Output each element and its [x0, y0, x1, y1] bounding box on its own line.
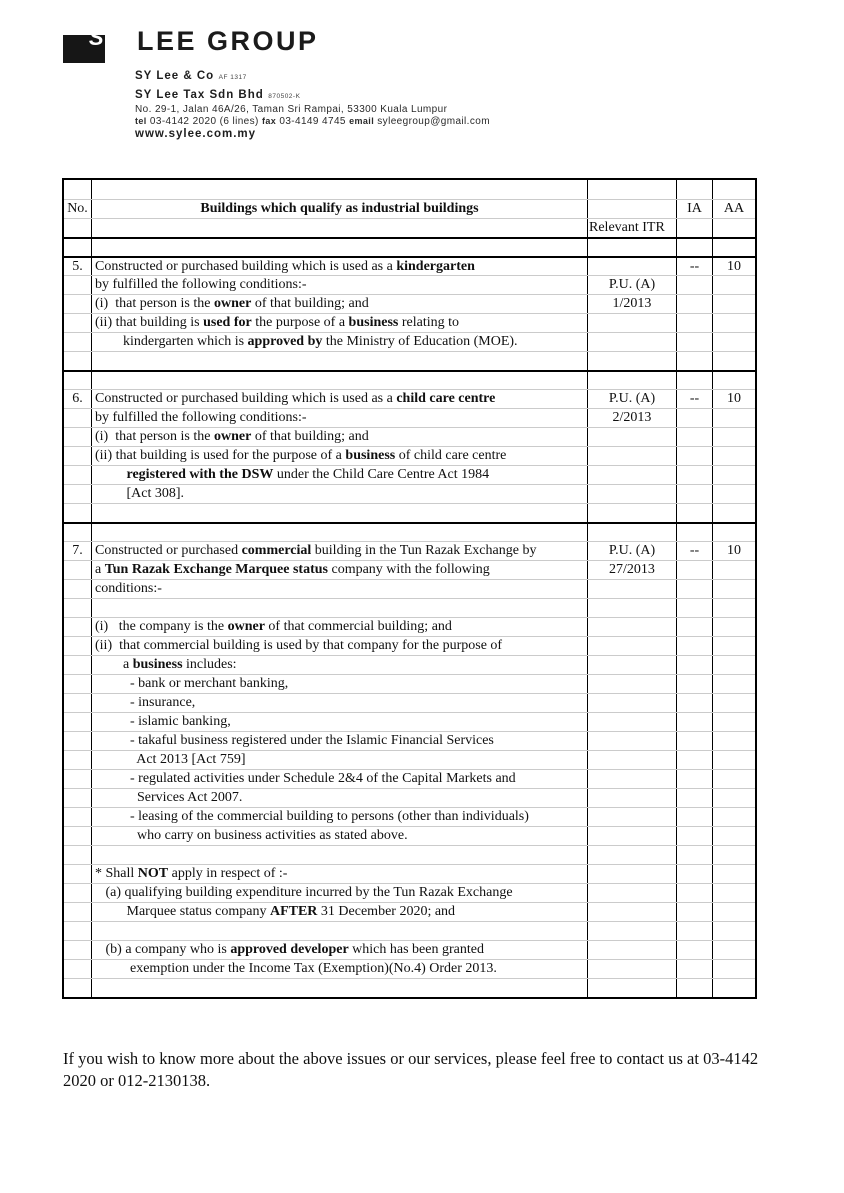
- cell-ia: [677, 751, 713, 769]
- cell-aa: [713, 865, 755, 883]
- cell-description: - leasing of the commercial building to persons (other than individuals): [92, 808, 588, 826]
- cell-no: 7.: [64, 542, 92, 560]
- cell-description: [92, 372, 588, 389]
- table-row: [64, 484, 755, 503]
- cell-aa: [713, 561, 755, 579]
- cell-relevant-itr: [588, 941, 677, 959]
- cell-ia: [677, 295, 713, 313]
- cell-aa: [713, 314, 755, 332]
- cell-relevant-itr: [588, 618, 677, 636]
- table-row: [64, 807, 755, 826]
- table-row: [64, 978, 755, 997]
- table-row: [64, 693, 755, 712]
- cell-no: [64, 524, 92, 541]
- cell-aa: [713, 352, 755, 370]
- cell-ia: [677, 504, 713, 522]
- cell-description: Act 2013 [Act 759]: [92, 751, 588, 769]
- cell-aa: [713, 751, 755, 769]
- cell-ia: --: [677, 390, 713, 408]
- cell-ia: [677, 884, 713, 902]
- cell-relevant-itr: [588, 884, 677, 902]
- table-row: [64, 845, 755, 864]
- cell-ia: --: [677, 542, 713, 560]
- cell-aa: [713, 580, 755, 598]
- cell-ia: [677, 409, 713, 427]
- cell-no: [64, 599, 92, 617]
- cell-relevant-itr: P.U. (A): [588, 542, 677, 560]
- cell-relevant-itr: [588, 713, 677, 731]
- cell-description: by fulfilled the following conditions:-: [92, 276, 588, 294]
- cell-aa: [713, 409, 755, 427]
- cell-aa: AA: [723, 201, 745, 216]
- cell-ia: [677, 827, 713, 845]
- firm1-reg: AF 1317: [218, 74, 247, 81]
- cell-aa: [713, 447, 755, 465]
- table-row: [64, 655, 755, 674]
- cell-relevant-itr: [588, 865, 677, 883]
- cell-no: [64, 352, 92, 370]
- cell-no: [64, 504, 92, 522]
- cell-aa: [713, 599, 755, 617]
- cell-relevant-itr: [588, 751, 677, 769]
- cell-ia: [677, 466, 713, 484]
- cell-ia: [677, 524, 713, 541]
- cell-relevant-itr: [588, 846, 677, 864]
- cell-ia: [677, 903, 713, 921]
- cell-aa: [713, 656, 755, 674]
- cell-aa: [713, 827, 755, 845]
- cell-description: (ii) that building is used for the purpose of a business relating to: [92, 314, 588, 332]
- cell-ia: [677, 447, 713, 465]
- cell-aa: [713, 903, 755, 921]
- cell-description: a Tun Razak Exchange Marquee status company with the following: [92, 561, 588, 579]
- website-line: www.sylee.com.my: [135, 128, 257, 140]
- cell-relevant-itr: [588, 580, 677, 598]
- cell-aa: [713, 428, 755, 446]
- cell-description: [92, 979, 588, 997]
- cell-description: * Shall NOT apply in respect of :-: [92, 865, 588, 883]
- cell-ia: [677, 333, 713, 351]
- cell-description: - regulated activities under Schedule 2&4 of the Capital Markets and: [92, 770, 588, 788]
- cell-description: Services Act 2007.: [92, 789, 588, 807]
- address-line: No. 29-1, Jalan 46A/26, Taman Sri Rampai, 53300 Kuala Lumpur: [135, 104, 448, 115]
- cell-no: No.: [64, 200, 92, 218]
- cell-ia: [677, 637, 713, 655]
- cell-relevant-itr: [588, 675, 677, 693]
- cell-ia: [677, 372, 713, 389]
- cell-relevant-itr: [588, 827, 677, 845]
- cell-relevant-itr: [588, 808, 677, 826]
- cell-no: [64, 409, 92, 427]
- table-row: [64, 370, 755, 389]
- cell-no: [64, 485, 92, 503]
- cell-no: [64, 846, 92, 864]
- cell-description: [92, 180, 588, 199]
- cell-no: [64, 770, 92, 788]
- sy-lee-logo-icon: [63, 22, 133, 64]
- cell-description: (i) the company is the owner of that commercial building; and: [92, 618, 588, 636]
- cell-description: exemption under the Income Tax (Exemption)(No.4) Order 2013.: [92, 960, 588, 978]
- table-row: [64, 769, 755, 788]
- cell-no: [64, 884, 92, 902]
- cell-no: [64, 180, 92, 199]
- cell-relevant-itr: 1/2013: [588, 295, 677, 313]
- table-row: [64, 617, 755, 636]
- cell-aa: [713, 713, 755, 731]
- cell-no: [64, 941, 92, 959]
- cell-description: [92, 599, 588, 617]
- cell-relevant-itr: [588, 200, 677, 218]
- cell-no: [64, 314, 92, 332]
- email-label: email: [349, 116, 375, 126]
- cell-aa: [713, 789, 755, 807]
- firm-info: [135, 66, 583, 140]
- cell-no: [64, 922, 92, 940]
- cell-ia: --: [677, 258, 713, 275]
- cell-description: (b) a company who is approved developer which has been granted: [92, 941, 588, 959]
- cell-description: Constructed or purchased building which is used as a kindergarten: [92, 258, 588, 275]
- table-row: [64, 218, 755, 237]
- cell-ia: [677, 675, 713, 693]
- table-row: [64, 579, 755, 598]
- letterhead: [63, 22, 583, 141]
- cell-ia: [677, 428, 713, 446]
- table-row: [64, 294, 755, 313]
- cell-no: [64, 333, 92, 351]
- cell-description: (ii) that commercial building is used by that company for the purpose of: [92, 637, 588, 655]
- fax-label: fax: [261, 116, 277, 126]
- cell-aa: [713, 524, 755, 541]
- cell-ia: [677, 219, 713, 237]
- cell-ia: [677, 618, 713, 636]
- cell-no: [64, 979, 92, 997]
- cell-relevant-itr: [588, 447, 677, 465]
- cell-ia: [677, 561, 713, 579]
- cell-aa: [713, 637, 755, 655]
- cell-no: [64, 903, 92, 921]
- cell-aa: [713, 694, 755, 712]
- cell-description: Marquee status company AFTER 31 December 2020; and: [92, 903, 588, 921]
- cell-ia: [677, 941, 713, 959]
- fax-value: 03-4149 4745: [279, 116, 346, 127]
- cell-aa: [713, 504, 755, 522]
- table-row: [64, 902, 755, 921]
- table-row: [64, 237, 755, 256]
- cell-no: [64, 751, 92, 769]
- logo-row: [63, 22, 583, 64]
- cell-description: - islamic banking,: [92, 713, 588, 731]
- cell-relevant-itr: [588, 524, 677, 541]
- cell-aa: [713, 295, 755, 313]
- cell-description: a business includes:: [92, 656, 588, 674]
- cell-no: [64, 239, 92, 256]
- cell-aa: [713, 732, 755, 750]
- cell-ia: [677, 239, 713, 256]
- cell-ia: [677, 694, 713, 712]
- table-row: [64, 959, 755, 978]
- cell-description: - takaful business registered under the Islamic Financial Services: [92, 732, 588, 750]
- cell-no: [64, 960, 92, 978]
- cell-aa: [713, 372, 755, 389]
- cell-no: [64, 789, 92, 807]
- table-row: [64, 256, 755, 275]
- cell-relevant-itr: [588, 352, 677, 370]
- cell-description: [92, 239, 588, 256]
- cell-relevant-itr: [588, 922, 677, 940]
- cell-ia: [677, 922, 713, 940]
- table-row: [64, 636, 755, 655]
- cell-relevant-itr: [588, 258, 677, 275]
- cell-ia: [677, 865, 713, 883]
- table-row: [64, 427, 755, 446]
- table-row: [64, 275, 755, 294]
- table-row: [64, 750, 755, 769]
- contact-line: [135, 116, 583, 127]
- table-row: [64, 465, 755, 484]
- cell-no: [64, 865, 92, 883]
- cell-no: [64, 713, 92, 731]
- cell-relevant-itr: [588, 789, 677, 807]
- cell-ia: [677, 656, 713, 674]
- table-row: [64, 180, 755, 199]
- cell-aa: [713, 333, 755, 351]
- cell-description: (ii) that building is used for the purpose of a business of child care centre: [92, 447, 588, 465]
- cell-relevant-itr: [588, 770, 677, 788]
- cell-relevant-itr: P.U. (A): [588, 276, 677, 294]
- cell-no: [64, 580, 92, 598]
- cell-no: [64, 561, 92, 579]
- cell-description: Constructed or purchased building which is used as a child care centre: [92, 390, 588, 408]
- cell-description: (i) that person is the owner of that building; and: [92, 295, 588, 313]
- cell-no: [64, 447, 92, 465]
- cell-no: [64, 428, 92, 446]
- cell-no: [64, 276, 92, 294]
- cell-relevant-itr: [588, 732, 677, 750]
- cell-ia: [677, 979, 713, 997]
- cell-aa: 10: [727, 543, 741, 558]
- cell-description: kindergarten which is approved by the Ministry of Education (MOE).: [92, 333, 588, 351]
- cell-relevant-itr: [588, 979, 677, 997]
- cell-description: by fulfilled the following conditions:-: [92, 409, 588, 427]
- cell-no: [64, 656, 92, 674]
- cell-relevant-itr: [588, 656, 677, 674]
- table-row: [64, 408, 755, 427]
- cell-no: [64, 694, 92, 712]
- email-value: syleegroup@gmail.com: [377, 116, 490, 127]
- table-row: [64, 712, 755, 731]
- cell-no: [64, 732, 92, 750]
- cell-aa: [713, 808, 755, 826]
- table-row: [64, 199, 755, 218]
- cell-relevant-itr: [588, 333, 677, 351]
- cell-ia: [677, 599, 713, 617]
- cell-description: conditions:-: [92, 580, 588, 598]
- cell-relevant-itr: 2/2013: [588, 409, 677, 427]
- firm1-name: SY Lee & Co: [135, 70, 215, 82]
- cell-description: [92, 219, 588, 237]
- table-row: [64, 921, 755, 940]
- cell-description: [92, 922, 588, 940]
- logo-sy-text: SY: [88, 24, 121, 50]
- firm2-reg: 870502-K: [268, 93, 301, 100]
- cell-ia: [677, 732, 713, 750]
- cell-description: - bank or merchant banking,: [92, 675, 588, 693]
- industrial-buildings-table: [62, 178, 757, 999]
- table-row: [64, 731, 755, 750]
- table-row: [64, 446, 755, 465]
- cell-no: 5.: [64, 258, 92, 275]
- cell-description: - insurance,: [92, 694, 588, 712]
- cell-description: [92, 524, 588, 541]
- cell-description: (i) that person is the owner of that building; and: [92, 428, 588, 446]
- cell-aa: 10: [727, 391, 741, 406]
- cell-aa: [713, 770, 755, 788]
- cell-aa: [713, 922, 755, 940]
- cell-aa: [713, 466, 755, 484]
- tel-value: 03-4142 2020 (6 lines): [149, 116, 259, 127]
- cell-aa: [713, 941, 755, 959]
- table-row: [64, 351, 755, 370]
- firm2-name: SY Lee Tax Sdn Bhd: [135, 89, 264, 101]
- table-row: [64, 313, 755, 332]
- cell-no: [64, 808, 92, 826]
- logo-sy-badge: [77, 22, 132, 53]
- cell-no: [64, 618, 92, 636]
- tel-label: tel: [135, 116, 147, 126]
- table-row: [64, 522, 755, 541]
- firm-line-2: [135, 85, 583, 103]
- cell-ia: [677, 960, 713, 978]
- table-row: [64, 826, 755, 845]
- cell-ia: [677, 485, 713, 503]
- cell-description: (a) qualifying building expenditure incurred by the Tun Razak Exchange: [92, 884, 588, 902]
- cell-aa: [713, 884, 755, 902]
- cell-no: [64, 295, 92, 313]
- cell-aa: [713, 846, 755, 864]
- cell-description: [92, 504, 588, 522]
- cell-ia: IA: [677, 200, 713, 218]
- cell-relevant-itr: P.U. (A): [588, 390, 677, 408]
- cell-ia: [677, 846, 713, 864]
- cell-ia: [677, 713, 713, 731]
- cell-relevant-itr: [588, 466, 677, 484]
- cell-aa: [713, 276, 755, 294]
- cell-ia: [677, 580, 713, 598]
- cell-relevant-itr: [588, 504, 677, 522]
- contact-note: If you wish to know more about the above issues or our services, please feel free to contact us at 03-4142 2020 or 012-2130138.: [63, 1049, 759, 1090]
- cell-no: [64, 219, 92, 237]
- table-row: [64, 940, 755, 959]
- cell-relevant-itr: [588, 428, 677, 446]
- logo-group-name: LEE GROUP: [137, 26, 319, 56]
- cell-description: Buildings which qualify as industrial buildings: [92, 200, 588, 218]
- cell-no: [64, 466, 92, 484]
- cell-relevant-itr: [588, 485, 677, 503]
- cell-description: registered with the DSW under the Child Care Centre Act 1984: [92, 466, 588, 484]
- cell-description: who carry on business activities as stated above.: [92, 827, 588, 845]
- cell-no: [64, 827, 92, 845]
- cell-relevant-itr: [588, 314, 677, 332]
- table-row: [64, 598, 755, 617]
- cell-no: 6.: [64, 390, 92, 408]
- cell-relevant-itr: [588, 960, 677, 978]
- table-row: [64, 788, 755, 807]
- cell-relevant-itr: [588, 694, 677, 712]
- cell-aa: [713, 485, 755, 503]
- cell-description: Constructed or purchased commercial building in the Tun Razak Exchange by: [92, 542, 588, 560]
- cell-relevant-itr: 27/2013: [588, 561, 677, 579]
- cell-relevant-itr: [588, 372, 677, 389]
- cell-aa: [713, 239, 755, 256]
- cell-ia: [677, 352, 713, 370]
- table-row: [64, 332, 755, 351]
- table-row: [64, 541, 755, 560]
- firm-line-1: [135, 66, 583, 84]
- cell-description: [92, 846, 588, 864]
- table-row: [64, 864, 755, 883]
- cell-relevant-itr: [588, 239, 677, 256]
- cell-ia: [677, 314, 713, 332]
- cell-ia: [677, 276, 713, 294]
- cell-relevant-itr: [588, 903, 677, 921]
- cell-relevant-itr: Relevant ITR: [588, 219, 677, 237]
- cell-aa: [713, 979, 755, 997]
- table-row: [64, 389, 755, 408]
- cell-aa: [713, 180, 755, 199]
- cell-aa: [713, 618, 755, 636]
- cell-aa: 10: [727, 259, 741, 274]
- cell-relevant-itr: [588, 599, 677, 617]
- cell-description: [Act 308].: [92, 485, 588, 503]
- cell-description: [92, 352, 588, 370]
- cell-ia: [677, 180, 713, 199]
- cell-no: [64, 637, 92, 655]
- cell-ia: [677, 808, 713, 826]
- table-row: [64, 560, 755, 579]
- cell-ia: [677, 770, 713, 788]
- table-row: [64, 883, 755, 902]
- cell-aa: [713, 675, 755, 693]
- table-row: [64, 503, 755, 522]
- cell-ia: [677, 789, 713, 807]
- cell-aa: [713, 219, 755, 237]
- cell-aa: [713, 960, 755, 978]
- cell-relevant-itr: [588, 180, 677, 199]
- table-row: [64, 674, 755, 693]
- cell-relevant-itr: [588, 637, 677, 655]
- cell-no: [64, 372, 92, 389]
- cell-no: [64, 675, 92, 693]
